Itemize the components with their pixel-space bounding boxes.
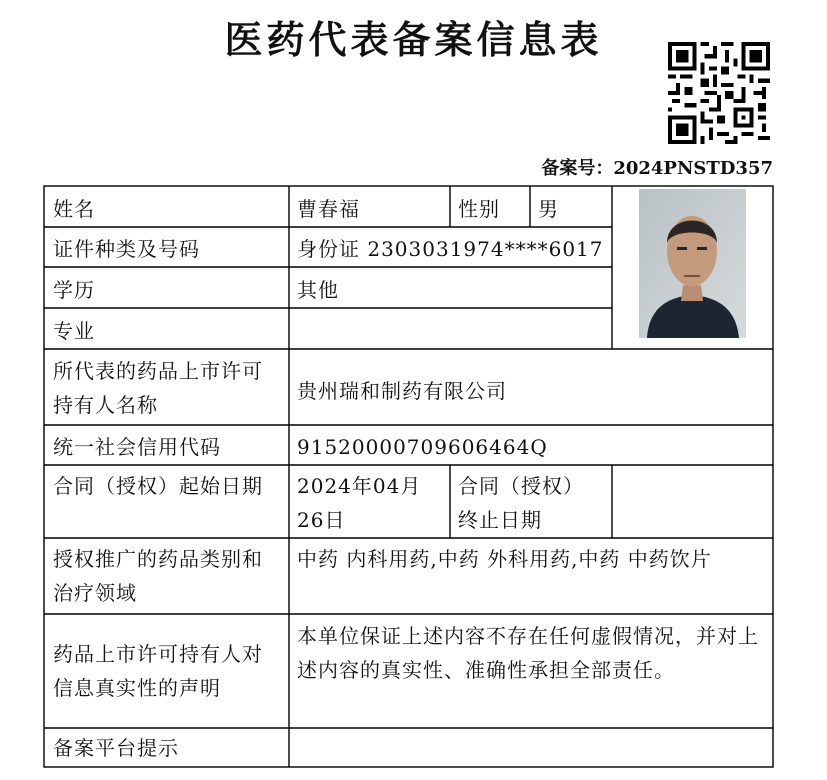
label-declaration: 药品上市许可持有人对信息真实性的声明 bbox=[53, 642, 263, 700]
value-id: 身份证 2303031974****6017 bbox=[297, 237, 604, 261]
value-scope: 中药 内科用药,中药 外科用药,中药 中药饮片 bbox=[297, 547, 712, 571]
label-end-date: 合同（授权）终止日期 bbox=[458, 474, 584, 532]
label-scope: 授权推广的药品类别和治疗领域 bbox=[53, 547, 263, 605]
label-name: 姓名 bbox=[53, 197, 95, 221]
label-holder: 所代表的药品上市许可持有人名称 bbox=[53, 359, 263, 417]
value-gender: 男 bbox=[538, 197, 559, 221]
value-education: 其他 bbox=[297, 278, 339, 302]
id-photo bbox=[639, 189, 746, 338]
label-start-date: 合同（授权）起始日期 bbox=[53, 474, 263, 498]
value-name: 曹春福 bbox=[297, 197, 360, 221]
label-major: 专业 bbox=[53, 319, 95, 343]
label-platform-tip: 备案平台提示 bbox=[53, 736, 179, 760]
page-title: 医药代表备案信息表 bbox=[224, 17, 603, 62]
value-credit-code: 91520000709606464Q bbox=[297, 435, 548, 459]
label-credit-code: 统一社会信用代码 bbox=[53, 435, 221, 459]
label-education: 学历 bbox=[53, 278, 95, 302]
label-id: 证件种类及号码 bbox=[53, 237, 200, 261]
value-end-date bbox=[612, 466, 773, 538]
value-platform-tip bbox=[289, 729, 773, 767]
label-gender: 性别 bbox=[458, 197, 500, 221]
value-holder: 贵州瑞和制药有限公司 bbox=[297, 379, 507, 403]
value-declaration: 本单位保证上述内容不存在任何虚假情况，并对上述内容的真实性、准确性承担全部责任。 bbox=[297, 624, 759, 682]
filing-number: 备案号：2024PNSTD357 bbox=[541, 158, 773, 179]
value-start-date: 2024年04月26日 bbox=[297, 474, 422, 532]
value-major bbox=[289, 310, 612, 349]
